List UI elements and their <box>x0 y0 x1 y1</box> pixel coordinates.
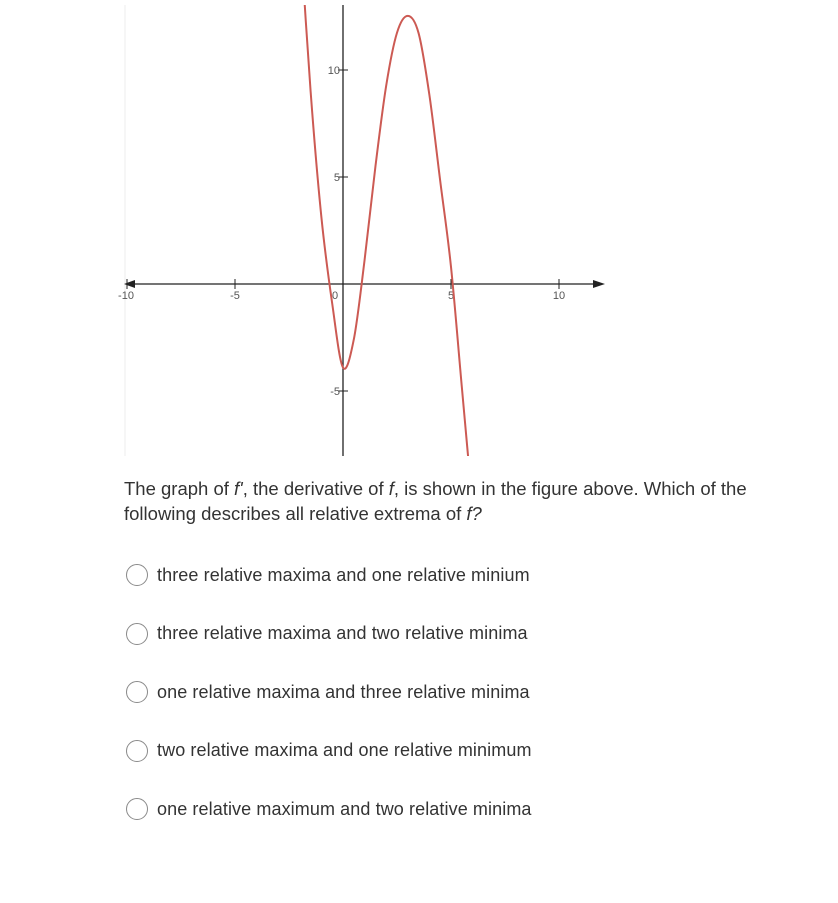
radio-button-4[interactable] <box>126 740 148 762</box>
radio-button-1[interactable] <box>126 564 148 586</box>
f-symbol: f <box>388 478 394 499</box>
choice-1-label[interactable]: three relative maxima and one relative minium <box>157 564 530 585</box>
choice-2[interactable] <box>126 619 532 649</box>
choice-4-label[interactable]: two relative maxima and one relative minimum <box>157 740 532 760</box>
x-axis-right-arrow <box>593 280 605 288</box>
choice-3-label[interactable]: one relative maxima and three relative minima <box>157 681 530 702</box>
choice-5[interactable] <box>126 794 532 824</box>
answer-choices <box>126 560 532 853</box>
question-part-2: , the derivative of <box>242 478 389 499</box>
axes <box>124 5 605 456</box>
x-tick-label-3: 5 <box>447 290 455 302</box>
x-tick-label-1: -10 <box>118 290 134 302</box>
y-tick-label-2: 5 <box>333 172 340 184</box>
choice-4[interactable] <box>126 736 532 766</box>
x-tick-label-2: -5 <box>230 290 240 302</box>
radio-button-5[interactable] <box>126 798 148 820</box>
choice-1[interactable] <box>126 560 532 590</box>
x-axis-left-arrow <box>124 280 135 288</box>
choice-2-label[interactable]: three relative maxima and two relative minima <box>157 623 528 643</box>
choice-3[interactable] <box>126 677 532 707</box>
tick-labels <box>118 65 565 398</box>
y-tick-label-3: -5 <box>330 386 340 398</box>
origin-label: 0 <box>331 290 339 302</box>
question-part-1: The graph of <box>124 478 235 499</box>
radio-button-3[interactable] <box>126 681 148 703</box>
question-part-3: , is shown in the figure above. Which of the following describes all relative extrema of <box>124 478 747 524</box>
f-symbol-question: f? <box>466 503 482 524</box>
radio-button-2[interactable] <box>126 623 148 645</box>
f-prime-symbol: f' <box>234 478 243 499</box>
choice-5-label[interactable]: one relative maximum and two relative minima <box>157 798 532 819</box>
x-tick-label-4: 10 <box>552 290 566 302</box>
y-tick-label-1: 10 <box>327 65 340 77</box>
question-text <box>124 476 804 526</box>
